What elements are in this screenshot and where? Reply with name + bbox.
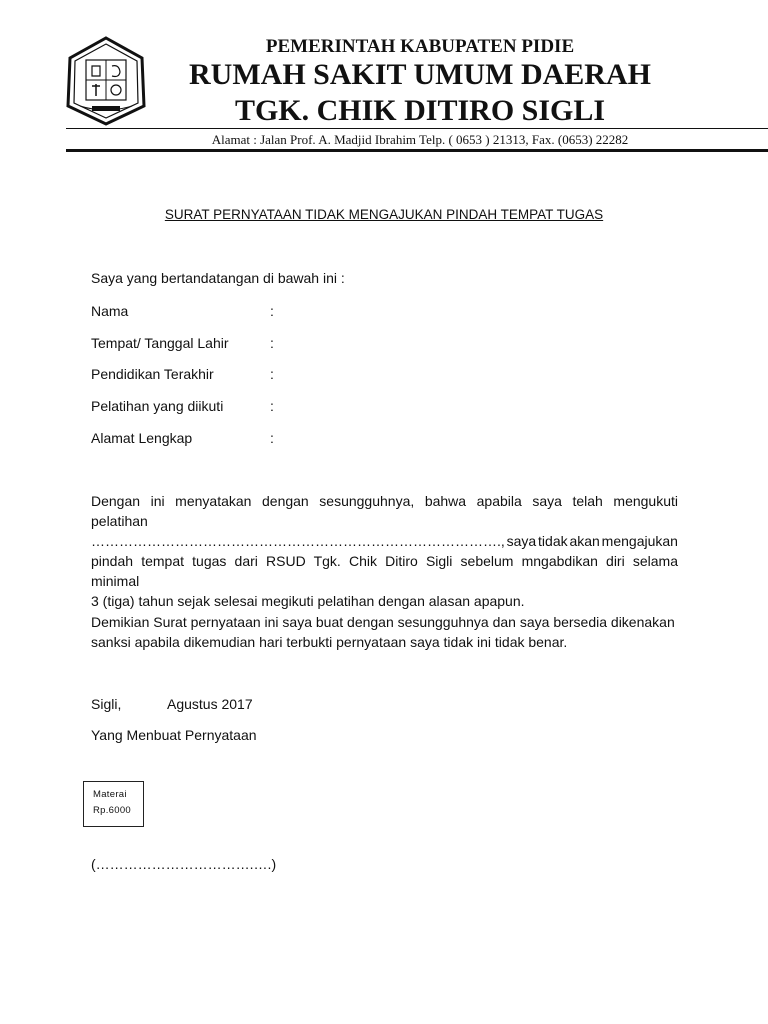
statement-paragraph [91, 491, 678, 611]
hospital-name: RUMAH SAKIT UMUM DAERAH [189, 58, 651, 91]
signer-label: Yang Menbuat Pernyataan [91, 727, 257, 743]
field-colon: : [270, 398, 274, 414]
letterhead-divider-thick [66, 149, 768, 152]
field-label-ttl: Tempat/ Tanggal Lahir [91, 335, 229, 351]
letterhead [0, 0, 768, 160]
materai-label: Materai [93, 789, 127, 800]
statement-word: akan [569, 533, 600, 549]
field-label-pelatihan: Pelatihan yang diikuti [91, 398, 224, 414]
field-label-alamat: Alamat Lengkap [91, 430, 193, 446]
hospital-address: Alamat : Jalan Prof. A. Madjid Ibrahim Telp. ( 0653 ) 21313, Fax. (0653) 22282 [211, 132, 629, 147]
date-text: Agustus 2017 [167, 696, 253, 712]
field-label-nama: Nama [91, 303, 129, 319]
statement-word: saya [506, 533, 537, 549]
statement-line: 3 (tiga) tahun sejak selesai megikuti pelatihan dengan alasan apapun. [91, 593, 525, 609]
hospital-crest-icon [66, 36, 146, 126]
signature-placeholder: (…………………………….….) [91, 856, 277, 872]
closing-paragraph [91, 612, 678, 652]
statement-line: pindah tempat tugas dari RSUD Tgk. Chik Ditiro Sigli sebelum mngabdikan diri selama minimal [91, 553, 678, 589]
closing-line: sanksi apabila dikemudian hari terbukti pernyataan saya tidak ini tidak benar. [91, 634, 568, 650]
government-name: PEMERINTAH KABUPATEN PIDIE [265, 36, 575, 57]
statement-word: mengajukan [601, 533, 678, 549]
place-text: Sigli, [91, 696, 122, 712]
statement-line [91, 531, 678, 551]
statement-line: Dengan ini menyatakan dengan sesungguhnya, bahwa apabila saya telah mengukuti pelatihan [91, 493, 678, 529]
letterhead-divider-thin [66, 128, 768, 129]
field-colon: : [270, 430, 274, 446]
closing-line: Demikian Surat pernyataan ini saya buat dengan sesungguhnya dan saya bersedia dikenakan [91, 614, 675, 630]
field-colon: : [270, 303, 274, 319]
field-label-pendidikan: Pendidikan Terakhir [91, 366, 214, 382]
field-colon: : [270, 335, 274, 351]
field-colon: : [270, 366, 274, 382]
blank-dots: ……………………………………………………………………………., [91, 533, 505, 549]
materai-stamp-box [83, 781, 144, 827]
document-title: SURAT PERNYATAAN TIDAK MENGAJUKAN PINDAH TEMPAT TUGAS [164, 207, 604, 222]
hospital-subname: TGK. CHIK DITIRO SIGLI [234, 94, 606, 127]
intro-text: Saya yang bertandatangan di bawah ini : [91, 270, 345, 286]
statement-word: tidak [538, 533, 568, 549]
materai-value: Rp.6000 [93, 805, 132, 816]
